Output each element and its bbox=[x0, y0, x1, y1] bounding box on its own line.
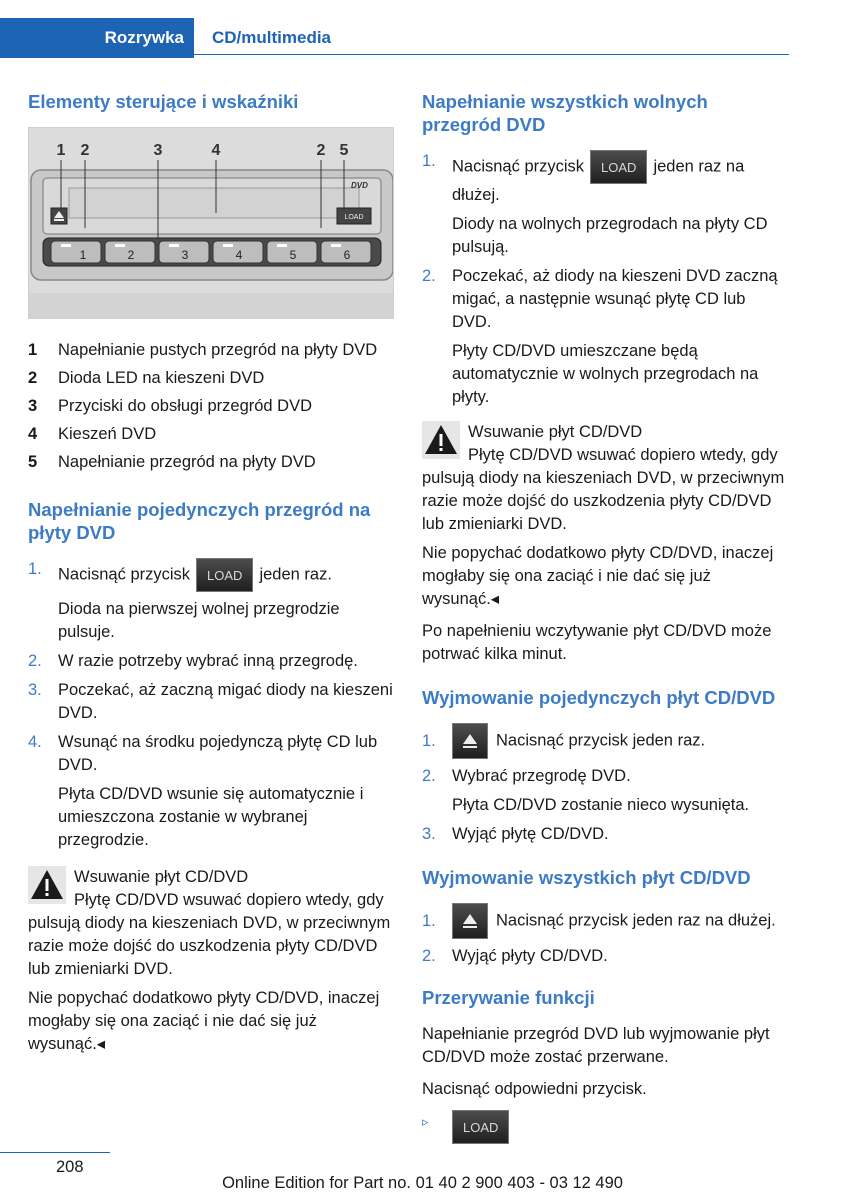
header-divider bbox=[194, 54, 789, 55]
step-item: 4. Wsunąć na środku pojedynczą płytę CD lub DVD. bbox=[28, 733, 378, 774]
svg-text:1: 1 bbox=[79, 248, 87, 262]
header-subsection: CD/multimedia bbox=[212, 28, 332, 47]
dvd-changer-figure bbox=[28, 127, 394, 319]
step-item: 2. Poczekać, aż diody na kieszeni DVD zaczną migać, a następnie wsunąć płytę CD lub DVD. bbox=[422, 267, 778, 331]
step-item: 3. Poczekać, aż zaczną migać diody na kieszeni DVD. bbox=[28, 681, 393, 722]
step-item: 1. Nacisnąć przycisk LOAD jeden raz na dłużej. bbox=[422, 152, 745, 204]
warning-text: Płytę CD/DVD wsuwać dopiero wtedy, gdy pulsują diody na kieszeniach DVD, w przeciwnym razie może dojść do uszkodzenia płyty CD/DVD lub zmieniarki DVD. bbox=[28, 891, 391, 978]
svg-text:2: 2 bbox=[127, 248, 135, 262]
controls-heading: Elementy sterujące i wskaźniki bbox=[28, 91, 299, 112]
eject-icon bbox=[460, 911, 480, 931]
warning-text-2: Nie popychać dodatkowo płyty CD/DVD, inaczej mogłaby się ona zaciąć i nie dać się już wysunąć.◂ bbox=[28, 989, 380, 1053]
eject-button[interactable] bbox=[452, 723, 488, 759]
eject-button[interactable] bbox=[452, 903, 488, 939]
svg-text:3: 3 bbox=[181, 248, 189, 262]
edition-footer: Online Edition for Part no. 01 40 2 900 403 - 03 12 490 bbox=[222, 1174, 623, 1192]
eject-icon bbox=[460, 731, 480, 751]
svg-text:6: 6 bbox=[343, 248, 351, 262]
svg-text:DVD: DVD bbox=[351, 181, 368, 190]
warning-text-2: Nie popychać dodatkowo płyty CD/DVD, inaczej mogłaby się ona zaciąć i nie dać się już wysunąć.◂ bbox=[422, 544, 774, 608]
svg-text:2: 2 bbox=[316, 142, 326, 159]
svg-text:1: 1 bbox=[56, 142, 66, 159]
eject-single-heading: Wyjmowanie pojedynczych płyt CD/DVD bbox=[422, 687, 776, 708]
warning-box bbox=[422, 421, 788, 536]
step-note: Płyta CD/DVD wsunie się automatycznie i umieszczona zostanie w wybranej przegrodzie. bbox=[58, 785, 364, 849]
step-note: Diody na wolnych przegrodach na płyty CD pulsują. bbox=[452, 215, 768, 256]
step-item: 2. Wyjąć płyty CD/DVD. bbox=[422, 947, 608, 965]
bullet-arrow: ▹ bbox=[422, 1114, 429, 1129]
svg-text:4: 4 bbox=[211, 142, 221, 159]
interrupt-heading: Przerywanie funkcji bbox=[422, 987, 595, 1008]
note-text: Po napełnieniu wczytywanie płyt CD/DVD może potrwać kilka minut. bbox=[422, 622, 772, 663]
svg-text:4: 4 bbox=[235, 248, 243, 262]
eject-all-heading: Wyjmowanie wszystkich płyt CD/DVD bbox=[422, 867, 751, 888]
warning-icon bbox=[28, 866, 66, 904]
load-button[interactable]: LOAD bbox=[590, 150, 647, 184]
figure-legend bbox=[28, 339, 394, 474]
step-note: Płyty CD/DVD umieszczane będą automatycznie w wolnych przegrodach na płyty. bbox=[452, 342, 759, 406]
legend-item: 4 Kieszeń DVD bbox=[28, 425, 157, 443]
svg-text:3: 3 bbox=[153, 142, 163, 159]
single-fill-heading: Napełnianie pojedynczych przegród na płyty DVD bbox=[28, 499, 371, 543]
step-item: 2. W razie potrzeby wybrać inną przegrodę. bbox=[28, 652, 358, 670]
warning-title: Wsuwanie płyt CD/DVD bbox=[468, 423, 643, 441]
step-item: 1. Nacisnąć przycisk LOAD jeden raz. bbox=[28, 558, 394, 592]
legend-item: 2 Dioda LED na kieszeni DVD bbox=[28, 369, 265, 387]
legend-item: 1 Napełnianie pustych przegród na płyty DVD bbox=[28, 341, 378, 359]
step-item: 3. Wyjąć płytę CD/DVD. bbox=[422, 825, 609, 843]
interrupt-text-2: Nacisnąć odpowiedni przycisk. bbox=[422, 1080, 647, 1098]
left-column bbox=[28, 90, 394, 1065]
svg-text:5: 5 bbox=[289, 248, 297, 262]
warning-title: Wsuwanie płyt CD/DVD bbox=[74, 868, 249, 886]
load-button[interactable]: LOAD bbox=[196, 558, 253, 592]
step-note: Dioda na pierwszej wolnej przegrodzie pulsuje. bbox=[58, 600, 340, 641]
dvd-changer-diagram bbox=[29, 128, 394, 319]
svg-text:2: 2 bbox=[80, 142, 90, 159]
legend-item: 5 Napełnianie przegród na płyty DVD bbox=[28, 453, 316, 471]
step-item: 1. Nacisnąć przycisk jeden raz. bbox=[422, 723, 788, 759]
svg-text:5: 5 bbox=[339, 142, 349, 159]
step-note: Płyta CD/DVD zostanie nieco wysunięta. bbox=[452, 796, 750, 814]
figure-load-label: LOAD bbox=[344, 214, 364, 221]
step-item: 1. Nacisnąć przycisk jeden raz na dłużej. bbox=[422, 903, 788, 939]
load-button[interactable]: LOAD bbox=[452, 1110, 509, 1144]
footer-divider bbox=[0, 1152, 110, 1153]
legend-item: 3 Przyciski do obsługi przegród DVD bbox=[28, 397, 313, 415]
page-number: 208 bbox=[56, 1158, 84, 1176]
all-fill-heading: Napełnianie wszystkich wolnych przegród DVD bbox=[422, 91, 708, 135]
warning-box bbox=[28, 866, 394, 981]
step-item: 2. Wybrać przegrodę DVD. bbox=[422, 767, 631, 785]
interrupt-text: Napełnianie przegród DVD lub wyjmowanie płyt CD/DVD może zostać przerwane. bbox=[422, 1025, 770, 1066]
header-section: Rozrywka bbox=[0, 18, 194, 58]
warning-text: Płytę CD/DVD wsuwać dopiero wtedy, gdy pulsują diody na kieszeniach DVD, w przeciwnym razie może dojść do uszkodzenia płyty CD/DVD lub zmieniarki DVD. bbox=[422, 446, 785, 533]
right-column bbox=[422, 90, 788, 1144]
warning-icon bbox=[422, 421, 460, 459]
